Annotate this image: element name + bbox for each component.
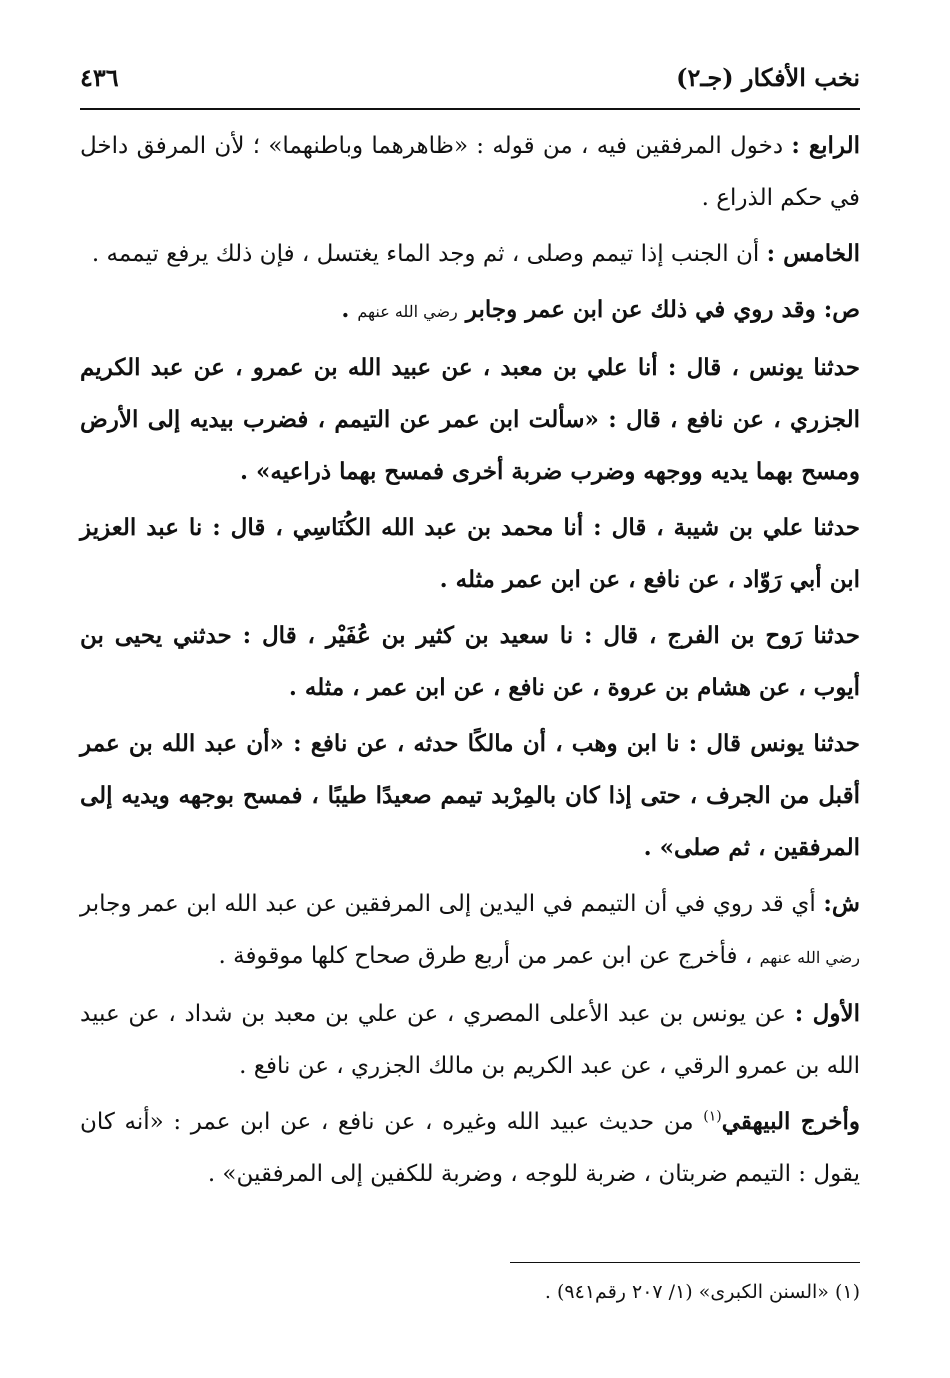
paragraph-lead: ش:: [823, 890, 860, 917]
paragraph-text: حدثنا يونس ، قال : أنا علي بن معبد ، عن عبيد الله بن عمرو ، عن عبد الكريم الجزري ، عن نافع ، قال : «سألت ابن عمر عن التيمم ، فضرب بيديه إلى الأرض ومسح بهما يديه ووجهه وضرب ضربة أخرى فمسح بهما ذراعيه» .: [80, 354, 860, 485]
footnote: [80, 1272, 860, 1312]
paragraph-text: حدثنا علي بن شيبة ، قال : أنا محمد بن عبد الله الكُنَاسِي ، قال : نا عبد العزيز ابن أبي رَوّاد ، عن نافع ، عن ابن عمر مثله .: [80, 514, 860, 593]
paragraph-first: [80, 988, 860, 1092]
footnote-reference[interactable]: (١): [703, 1108, 722, 1125]
page-header: [80, 52, 860, 102]
paragraph-fifth: [80, 228, 860, 280]
paragraph-end: .: [341, 296, 358, 323]
paragraph-text: حدثنا يونس قال : نا ابن وهب ، أن مالكًا حدثه ، عن نافع : «أن عبد الله بن عمر أقبل من الجرف ، حتى إذا كان بالمِرْبد تيمم صعيدًا طيبًا ، فمسح بوجهه ويديه إلى المرفقين ، ثم صلى» .: [80, 730, 860, 861]
paragraph-text: من حديث عبيد الله وغيره ، عن نافع ، عن ابن عمر : «أنه كان يقول : التيمم ضربتان ، ضربة للوجه ، وضربة للكفين إلى المرفقين» .: [80, 1109, 860, 1187]
paragraph-lead: الخامس :: [766, 240, 860, 267]
paragraph-matn-heading: [80, 284, 860, 338]
paragraph-lead: الرابع :: [791, 132, 860, 159]
paragraph-end: ، فأخرج عن ابن عمر من أربع طرق صحاح كلها موقوفة .: [218, 943, 760, 969]
paragraph-text: حدثنا رَوح بن الفرج ، قال : نا سعيد بن كثير بن عُفَيْر ، قال : حدثني يحيى بن أيوب ، عن هشام بن عروة ، عن نافع ، عن ابن عمر ، مثله .: [80, 622, 860, 701]
footnote-text: (١) «السنن الكبرى» (١/ ٢٠٧ رقم٩٤١) .: [544, 1281, 860, 1303]
honorific-glyph: رضي الله عنهم: [759, 948, 860, 967]
paragraph-bayhaqi: [80, 1096, 860, 1200]
paragraph-text: وقد روي في ذلك عن ابن عمر وجابر: [465, 296, 824, 323]
paragraph-lead: وأخرج البيهقي: [721, 1108, 860, 1135]
paragraph-text: أن الجنب إذا تيمم وصلى ، ثم وجد الماء يغتسل ، فإن ذلك يرفع تيممه .: [91, 241, 767, 267]
paragraph-commentary: [80, 878, 860, 984]
paragraph-lead: ص:: [823, 296, 860, 323]
header-divider: [80, 108, 860, 110]
paragraph-lead: الأول :: [794, 1000, 860, 1027]
footnote-divider: [510, 1262, 860, 1263]
hadith-chain-1: [80, 342, 860, 498]
paragraph-fourth: [80, 120, 860, 224]
paragraph-text: عن يونس بن عبد الأعلى المصري ، عن علي بن معبد بن شداد ، عن عبيد الله بن عمرو الرقي ، عن عبد الكريم بن مالك الجزري ، عن نافع .: [80, 1001, 860, 1079]
paragraph-text: دخول المرفقين فيه ، من قوله : «ظاهرهما وباطنهما» ؛ لأن المرفق داخل في حكم الذراع .: [80, 133, 860, 211]
honorific-glyph: رضي الله عنهم: [357, 302, 458, 321]
page-number: ٤٣٦: [80, 62, 119, 92]
hadith-chain-3: [80, 610, 860, 714]
hadith-chain-2: [80, 502, 860, 606]
hadith-chain-4: [80, 718, 860, 874]
book-title: نخب الأفكار (جـ٢): [676, 62, 860, 92]
paragraph-text: أي قد روي في أن التيمم في اليدين إلى المرفقين عن عبد الله ابن عمر وجابر: [80, 891, 824, 917]
body-text: [80, 120, 860, 1204]
